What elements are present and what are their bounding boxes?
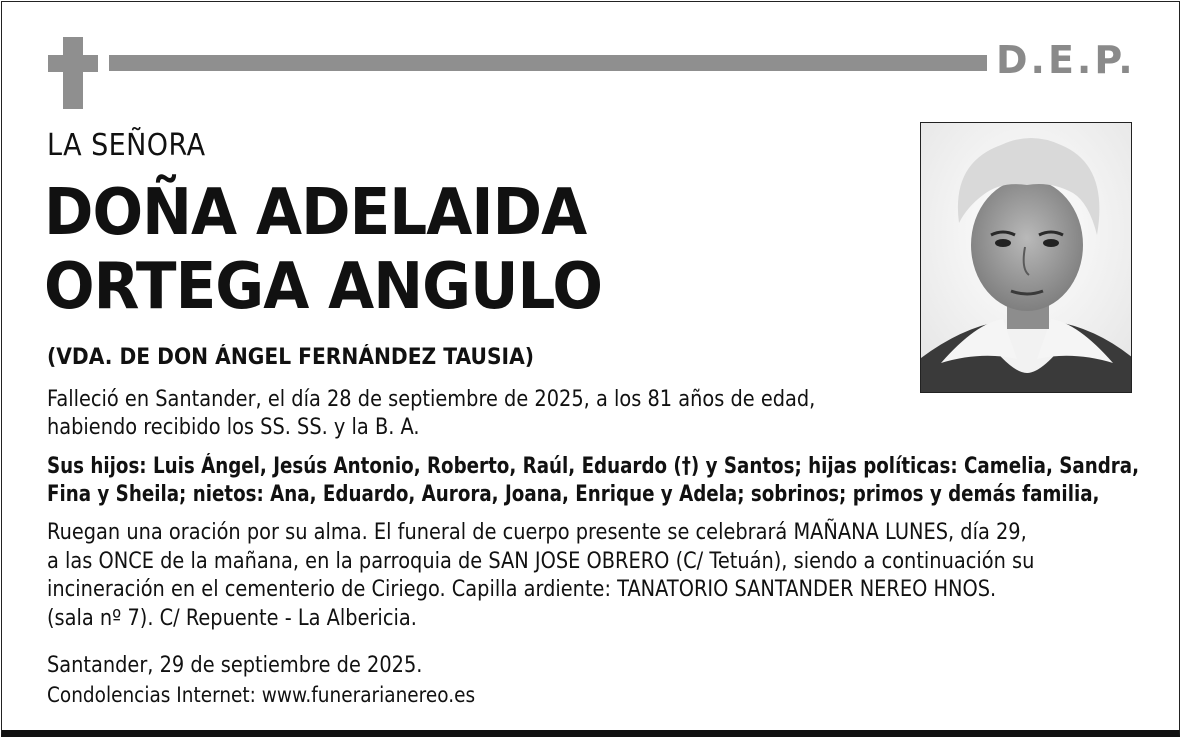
date-place: Santander, 29 de septiembre de 2025. bbox=[47, 653, 423, 678]
family-line1: Sus hijos: Luis Ángel, Jesús Antonio, Roberto, Raúl, Eduardo (†) y Santos; hijas políticas: Camelia, Sandra, bbox=[47, 454, 1140, 479]
family-line2: Fina y Sheila; nietos: Ana, Eduardo, Aurora, Joana, Enrique y Adela; sobrinos; primos y demás familia, bbox=[47, 482, 1100, 507]
funeral-line4: (sala nº 7). C/ Repuente - La Albericia. bbox=[47, 606, 417, 631]
header-rule bbox=[109, 55, 987, 71]
portrait-image bbox=[921, 123, 1132, 393]
funeral-line1: Ruegan una oración por su alma. El funeral de cuerpo presente se celebrará MAÑANA LUNES, día 29, bbox=[47, 520, 1027, 545]
funeral-line3: incineración en el cementerio de Ciriego. Capilla ardiente: TANATORIO SANTANDER NEREO HNOS. bbox=[47, 577, 997, 602]
condolences-line: Condolencias Internet: www.funerarianereo.es bbox=[47, 683, 476, 707]
cross-icon bbox=[63, 37, 83, 109]
deceased-name bbox=[44, 176, 602, 324]
widow-of-line: (VDA. DE DON ÁNGEL FERNÁNDEZ TAUSIA) bbox=[47, 345, 535, 370]
portrait-photo bbox=[920, 122, 1132, 393]
honorific-label: LA SEÑORA bbox=[47, 128, 206, 163]
funeral-line2: a las ONCE de la mañana, en la parroquia de SAN JOSE OBRERO (C/ Tetuán), siendo a continuación su bbox=[47, 549, 1035, 574]
deceased-name-line1: DOÑA ADELAIDA bbox=[44, 176, 587, 250]
dep-heading: D.E.P. bbox=[996, 38, 1136, 82]
cross-icon-arm bbox=[48, 55, 98, 72]
deceased-name-line2: ORTEGA ANGULO bbox=[44, 250, 603, 324]
death-info-line1: Falleció en Santander, el día 28 de septiembre de 2025, a los 81 años de edad, bbox=[47, 387, 816, 412]
death-info-line2: habiendo recibido los SS. SS. y la B. A. bbox=[47, 415, 420, 440]
